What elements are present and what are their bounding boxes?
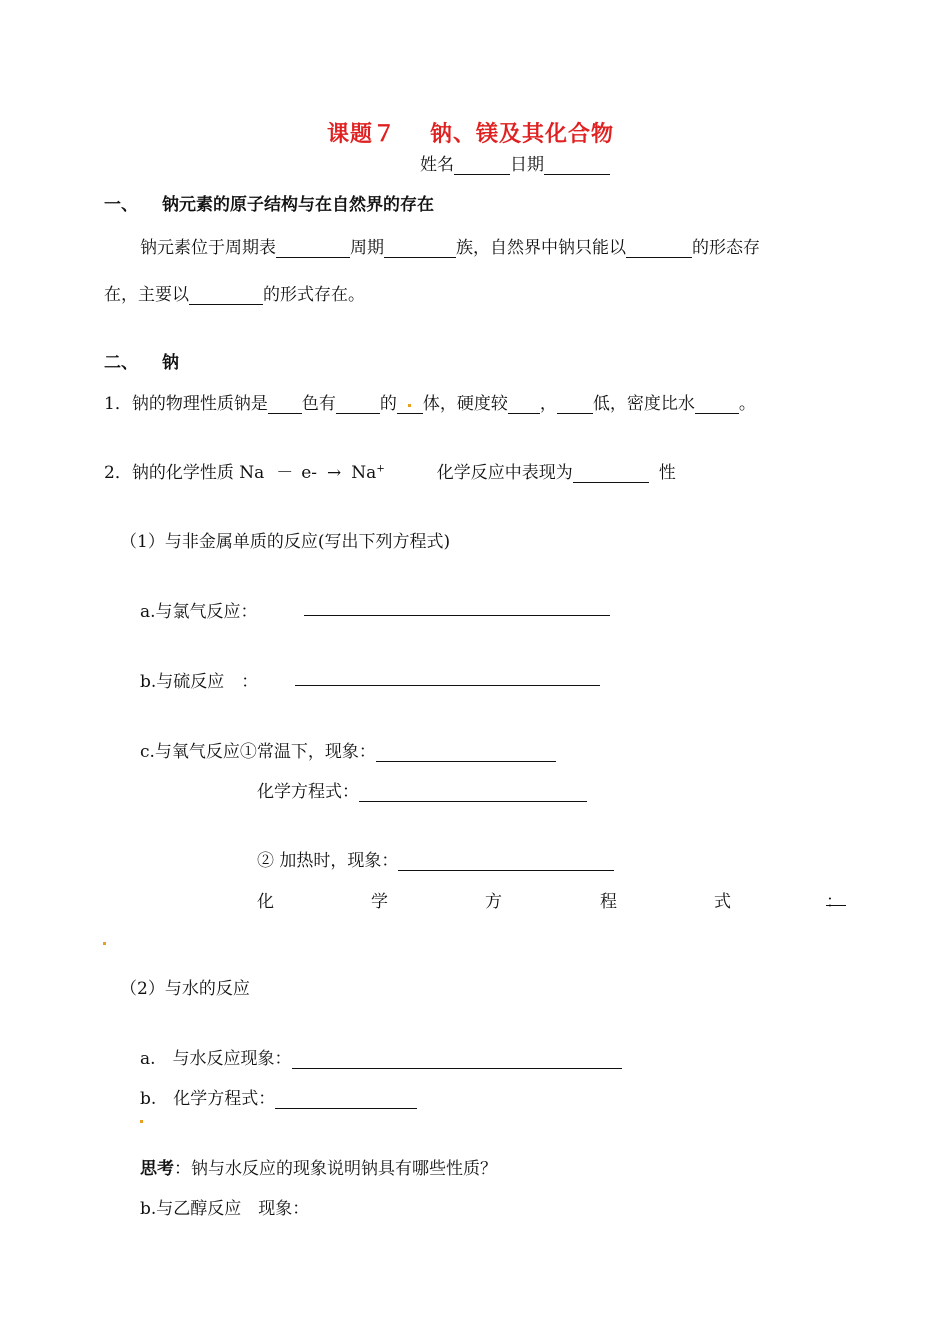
section1-heading bbox=[104, 190, 434, 215]
date-label: 日期 bbox=[510, 155, 544, 175]
text-segment: 性 bbox=[658, 463, 676, 483]
sodium-ion: Na bbox=[351, 463, 377, 483]
text-segment: a. 与水反应现象： bbox=[140, 1049, 292, 1069]
color-blank[interactable] bbox=[268, 396, 302, 414]
sulfur-answer-line[interactable] bbox=[295, 685, 600, 686]
subsection-2-heading: （2）与水的反应 bbox=[120, 979, 250, 999]
text-segment: 色有 bbox=[301, 394, 336, 414]
title-main: 钠、镁及其化合物 bbox=[430, 122, 615, 147]
oxygen-room-temp-equation bbox=[257, 777, 587, 802]
section2-number: 二、 bbox=[104, 353, 138, 373]
property-blank[interactable] bbox=[573, 465, 649, 483]
text-segment: b. 化学方程式： bbox=[140, 1089, 276, 1109]
text-segment: ② 加热时，现象： bbox=[257, 851, 399, 871]
section1-number: 一、 bbox=[104, 195, 138, 215]
luster-blank[interactable] bbox=[336, 396, 380, 414]
text-segment: 2．钠的化学性质 Na bbox=[104, 463, 265, 483]
text-segment: 1．钠的物理性质钠是 bbox=[104, 394, 268, 414]
room-temp-equation-blank[interactable] bbox=[359, 784, 587, 802]
period-blank[interactable] bbox=[276, 240, 350, 258]
text-segment: 低，密度比水 bbox=[592, 394, 695, 414]
text-segment: 的形态存 bbox=[692, 238, 760, 258]
text-segment: c.与氧气反应①常温下，现象： bbox=[140, 742, 376, 762]
heating-equation-char-3: 方 bbox=[485, 892, 502, 912]
heating-equation-char-1: 化 bbox=[257, 892, 274, 912]
name-blank[interactable] bbox=[454, 157, 510, 175]
section1-paragraph-line1 bbox=[140, 233, 760, 258]
water-equation-blank[interactable] bbox=[275, 1091, 417, 1109]
decorative-dot bbox=[408, 404, 411, 407]
heating-equation-char-2: 学 bbox=[371, 892, 388, 912]
room-temp-phenomenon-blank[interactable] bbox=[376, 744, 556, 762]
chlorine-reaction-label: a.与氯气反应： bbox=[140, 602, 258, 622]
electron-symbol: e- bbox=[301, 463, 318, 483]
text-segment: 在，主要以 bbox=[104, 285, 189, 305]
heating-phenomenon-blank[interactable] bbox=[398, 853, 614, 871]
ethanol-reaction: b.与乙醇反应 现象： bbox=[140, 1199, 310, 1219]
text-segment: 化学方程式： bbox=[257, 782, 359, 802]
section2-title: 钠 bbox=[162, 353, 179, 373]
date-blank[interactable] bbox=[544, 157, 610, 175]
name-date-line bbox=[420, 150, 610, 175]
heating-equation-char-4: 程 bbox=[600, 892, 617, 912]
think-text: ：钠与水反应的现象说明钠具有哪些性质？ bbox=[174, 1159, 497, 1179]
heating-equation-line[interactable] bbox=[826, 905, 846, 906]
melting-blank[interactable] bbox=[557, 396, 593, 414]
section1-paragraph-line2 bbox=[104, 280, 365, 305]
minus-sign: － bbox=[276, 463, 294, 483]
text-segment: 化学反应中表现为 bbox=[436, 463, 573, 483]
name-label: 姓名 bbox=[420, 155, 454, 175]
water-phenomenon bbox=[140, 1044, 622, 1069]
hardness-blank[interactable] bbox=[508, 396, 540, 414]
existence-blank[interactable] bbox=[189, 287, 263, 305]
page-title bbox=[327, 117, 614, 148]
text-segment: 钠元素位于周期表 bbox=[140, 238, 276, 258]
heating-equation-colon: ： bbox=[826, 892, 843, 912]
subsection-1-heading: （1）与非金属单质的反应(写出下列方程式) bbox=[120, 532, 451, 552]
text-segment: 的 bbox=[379, 394, 397, 414]
group-blank[interactable] bbox=[384, 240, 456, 258]
density-blank[interactable] bbox=[695, 396, 739, 414]
text-segment: 体，硬度较 bbox=[422, 394, 508, 414]
title-prefix: 课题７ bbox=[327, 122, 397, 147]
oxygen-room-temp bbox=[140, 737, 556, 762]
charge-superscript: + bbox=[376, 463, 385, 475]
question-2 bbox=[104, 458, 676, 483]
text-segment: 族，自然界中钠只能以 bbox=[456, 238, 626, 258]
think-label: 思考 bbox=[140, 1159, 174, 1179]
section1-title: 钠元素的原子结构与在自然界的存在 bbox=[162, 195, 434, 215]
section2-heading bbox=[104, 348, 179, 373]
sulfur-reaction-label: b.与硫反应 ： bbox=[140, 672, 259, 692]
text-segment: 。 bbox=[738, 394, 756, 414]
water-equation bbox=[140, 1084, 417, 1109]
decorative-dot bbox=[103, 942, 106, 945]
think-question bbox=[140, 1154, 497, 1179]
water-phenomenon-blank[interactable] bbox=[292, 1051, 622, 1069]
oxygen-heating bbox=[257, 846, 614, 871]
text-segment: 的形式存在。 bbox=[263, 285, 365, 305]
question-1 bbox=[104, 389, 756, 414]
chlorine-answer-line[interactable] bbox=[304, 615, 610, 616]
text-segment: 周期 bbox=[350, 238, 384, 258]
heating-equation-char-5: 式 bbox=[714, 892, 731, 912]
arrow-icon: → bbox=[327, 463, 342, 483]
text-segment: ， bbox=[539, 394, 557, 414]
form-blank[interactable] bbox=[626, 240, 692, 258]
decorative-dot bbox=[140, 1120, 143, 1123]
